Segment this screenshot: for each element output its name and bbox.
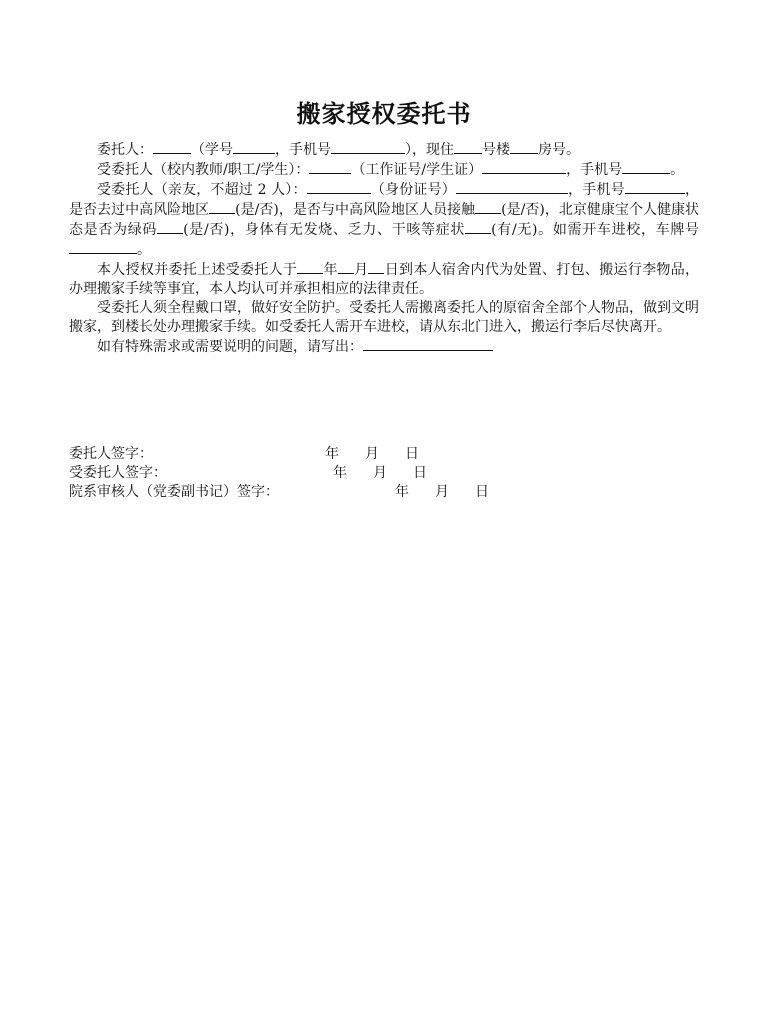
reviewer-signature-row: [69, 483, 489, 502]
work-id-label: （工作证号/学生证）: [351, 162, 483, 178]
month-label: 月: [353, 262, 369, 278]
relative-agent-paragraph: [69, 180, 699, 260]
authorization-paragraph: [69, 260, 699, 299]
room-blank[interactable]: [510, 140, 538, 154]
document-body: [69, 140, 699, 357]
reviewer-signature-label: 院系审核人（党委副书记）签字：: [69, 484, 279, 500]
relative-agent-name-blank[interactable]: [307, 180, 371, 194]
relative-phone-label: ，手机号: [567, 182, 625, 198]
month-label: 月: [373, 465, 387, 481]
agent-signature-label: 受委托人签字：: [69, 465, 167, 481]
principal-label: 委托人：: [97, 142, 153, 158]
special-requests-blank[interactable]: [363, 337, 493, 351]
id-card-label: （身份证号）: [370, 182, 456, 198]
plate-label: (有/无)。如需开车进校，车牌号: [491, 222, 700, 238]
building-blank[interactable]: [454, 140, 482, 154]
phone-blank[interactable]: [331, 140, 405, 154]
authorization-text: 本人授权并委托上述受委托人于: [97, 262, 298, 278]
day-label: 日: [405, 446, 419, 462]
signature-block: [69, 445, 489, 502]
month-label: 月: [435, 484, 449, 500]
year-blank[interactable]: [297, 260, 323, 274]
phone-label: ，手机号: [275, 142, 331, 158]
principal-signature-label: 委托人签字：: [69, 446, 153, 462]
relative-agent-label: 受委托人（亲友，不超过 2 人）：: [97, 182, 307, 198]
risk-contact-label: (是/否)，是否与中高风险地区人员接触: [235, 202, 476, 218]
campus-agent-phone-blank[interactable]: [622, 160, 670, 174]
year-label: 年: [395, 484, 409, 500]
year-label: 年: [325, 446, 339, 462]
principal-name-blank[interactable]: [153, 140, 191, 154]
principal-signature-date: [325, 445, 419, 464]
reviewer-signature-date: [395, 483, 489, 502]
month-blank[interactable]: [338, 260, 354, 274]
document-title: 搬家授权委托书: [296, 99, 472, 128]
health-code-blank[interactable]: [157, 220, 183, 234]
agent-signature-date: [333, 464, 427, 483]
room-label: 房号。: [538, 142, 580, 158]
risk-area-blank[interactable]: [209, 200, 235, 214]
id-card-blank[interactable]: [456, 180, 568, 194]
symptoms-blank[interactable]: [465, 220, 491, 234]
student-id-label: （学号: [191, 142, 233, 158]
agent-signature-row: [69, 464, 427, 483]
year-label: 年: [323, 262, 338, 278]
campus-agent-paragraph: [69, 160, 699, 180]
day-label: 日: [475, 484, 489, 500]
special-requests-paragraph: [69, 337, 699, 357]
symptoms-label: (是/否)，身体有无发烧、乏力、干咳等症状: [183, 222, 466, 238]
health-code-label: (是/否)，北京健康宝个人健康状态是否为绿码: [69, 202, 700, 238]
day-blank[interactable]: [368, 260, 384, 274]
month-label: 月: [365, 446, 379, 462]
principal-signature-row: [69, 445, 419, 464]
work-id-blank[interactable]: [482, 160, 566, 174]
risk-area-label: ，是否去过中高风险地区: [69, 182, 700, 218]
year-label: 年: [333, 465, 347, 481]
safety-paragraph: 受委托人须全程戴口罩，做好安全防护。受委托人需搬离委托人的原宿舍全部个人物品，做到文明搬家，到楼长处办理搬家手续。如受委托人需开车进校，请从东北门进入，搬运行李后尽快离开。: [69, 300, 699, 335]
period: 。: [670, 162, 685, 178]
principal-info-paragraph: [69, 140, 699, 160]
building-label: 号楼: [482, 142, 510, 158]
risk-contact-blank[interactable]: [475, 200, 501, 214]
campus-agent-phone-label: ，手机号: [566, 162, 623, 178]
day-label: 日: [413, 465, 427, 481]
relative-phone-blank[interactable]: [625, 180, 685, 194]
plate-blank[interactable]: [69, 240, 137, 254]
special-requests-label: 如有特殊需求或需要说明的问题，请写出：: [97, 339, 363, 355]
authorization-text-continued: 日到本人宿舍内代为处置、打包、搬运行李物品，办理搬家手续等事宜，本人均认可并承担相应的法律责任。: [69, 262, 700, 297]
period: 。: [137, 242, 151, 258]
residence-label: ），现住: [405, 142, 454, 158]
student-id-blank[interactable]: [233, 140, 275, 154]
campus-agent-label: 受委托人（校内教师/职工/学生）：: [97, 162, 310, 178]
campus-agent-name-blank[interactable]: [309, 160, 351, 174]
